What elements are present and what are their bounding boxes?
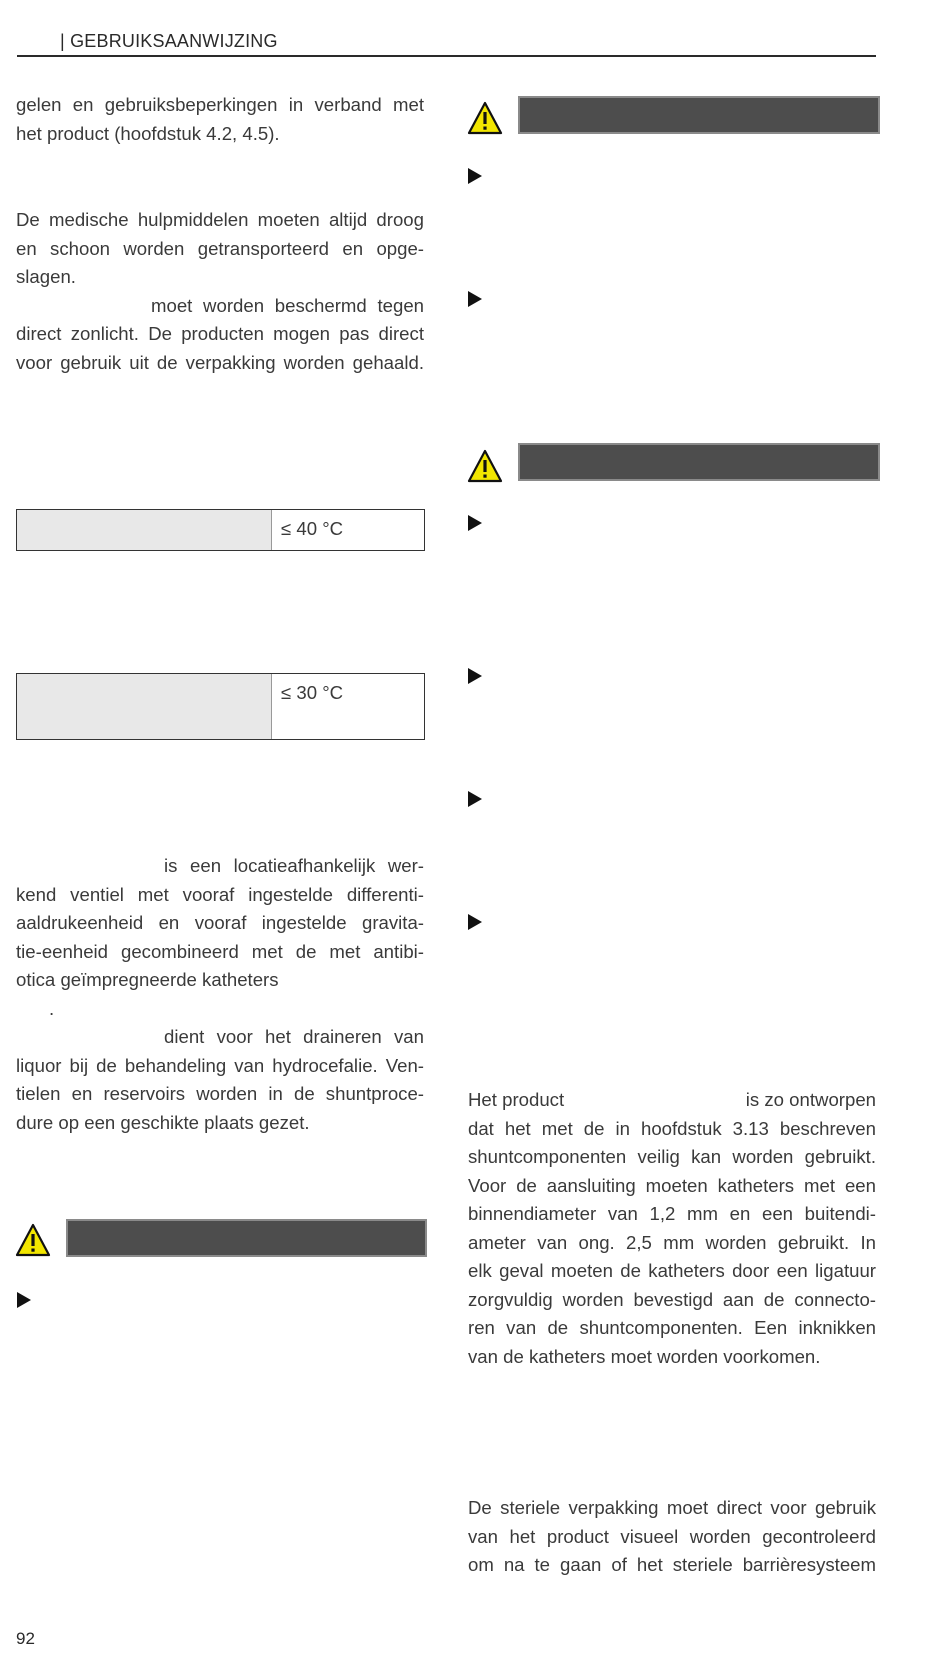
temperature-label-cell xyxy=(17,674,272,739)
arrow-right-icon xyxy=(468,914,482,930)
text-line: binnendiameter van 1,2 mm en een buitendi- xyxy=(468,1203,876,1224)
page-header xyxy=(17,28,876,57)
text-line: elk geval moeten de katheters door een ligatuur xyxy=(468,1260,876,1281)
text-line: liquor bij de behandeling van hydrocefalie. Ven- xyxy=(16,1054,424,1076)
warning-bar xyxy=(66,1219,427,1257)
text-line: kend ventiel met vooraf ingestelde differenti- xyxy=(16,883,424,905)
text-line: dient voor het draineren van xyxy=(164,1026,424,1047)
text-line: en schoon worden getransporteerd en opge- xyxy=(16,237,424,259)
temperature-box-1 xyxy=(16,509,425,551)
warning-bar xyxy=(518,443,880,481)
arrow-right-icon xyxy=(468,515,482,531)
temperature-box-2 xyxy=(16,673,425,740)
text-line: aaldrukeenheid en vooraf ingestelde gravita- xyxy=(16,912,424,933)
text-line: ren van de shuntcomponenten. Een inknikken xyxy=(468,1317,876,1338)
text-line: voor gebruik uit de verpakking worden gehaald. xyxy=(16,351,424,373)
header-title: | GEBRUIKSAANWIJZING xyxy=(60,31,278,51)
text-line: om na te gaan of het steriele barrièresysteem xyxy=(468,1554,876,1575)
page-number: 92 xyxy=(16,1629,35,1648)
left-paragraph-3 xyxy=(16,852,424,1137)
arrow-right-icon xyxy=(468,168,482,184)
text-line: De medische hulpmiddelen moeten altijd droog xyxy=(16,209,424,230)
text-line: dat het met de in hoofdstuk 3.13 beschreven xyxy=(468,1117,876,1139)
arrow-right-icon xyxy=(468,668,482,684)
text-line xyxy=(468,1086,876,1115)
text-line: direct zonlicht. De producten mogen pas direct xyxy=(16,323,424,344)
text-line: De steriele verpakking moet direct voor gebruik xyxy=(468,1497,876,1518)
text-fragment: Het product xyxy=(468,1089,565,1110)
text-line: ameter van ong. 2,5 mm worden gebruikt. In xyxy=(468,1231,876,1253)
text-line: gelen en gebruiksbeperkingen in verband met xyxy=(16,94,424,115)
text-fragment: is zo ontworpen xyxy=(745,1089,876,1110)
arrow-right-icon xyxy=(468,291,482,307)
text-line: van de katheters moet worden voorkomen. xyxy=(468,1345,821,1367)
text-line: zorgvuldig worden bevestigd aan de connecto- xyxy=(468,1288,876,1310)
text-line: tie-eenheid gecombineerd met de met antibi- xyxy=(16,940,424,962)
warning-triangle-icon xyxy=(467,101,503,135)
text-line: dure op een geschikte plaats gezet. xyxy=(16,1111,310,1133)
text-line: het product (hoofdstuk 4.2, 4.5). xyxy=(16,122,280,144)
text-line: van het product visueel worden gecontroleerd xyxy=(468,1525,876,1547)
temperature-value: ≤ 40 °C xyxy=(281,518,344,539)
left-paragraph-2 xyxy=(16,206,424,377)
text-line: is een locatieafhankelijk wer- xyxy=(164,855,424,876)
temperature-label-cell xyxy=(17,510,272,550)
warning-triangle-icon xyxy=(15,1223,51,1257)
right-paragraph-1 xyxy=(468,1086,876,1371)
left-paragraph-1 xyxy=(16,91,424,148)
arrow-right-icon xyxy=(17,1292,31,1308)
text-line: Voor de aansluiting moeten katheters met een xyxy=(468,1174,876,1196)
text-line: . xyxy=(49,997,55,1019)
warning-triangle-icon xyxy=(467,449,503,483)
right-paragraph-2 xyxy=(468,1494,876,1580)
temperature-value: ≤ 30 °C xyxy=(281,682,344,703)
text-line: otica geïmpregneerde katheters xyxy=(16,969,279,990)
text-line: shuntcomponenten veilig kan worden gebruikt. xyxy=(468,1146,876,1167)
text-line: moet worden beschermd tegen xyxy=(151,294,424,316)
text-line: tielen en reservoirs worden in de shuntproce- xyxy=(16,1083,424,1104)
text-line: slagen. xyxy=(16,266,76,287)
warning-bar xyxy=(518,96,880,134)
arrow-right-icon xyxy=(468,791,482,807)
